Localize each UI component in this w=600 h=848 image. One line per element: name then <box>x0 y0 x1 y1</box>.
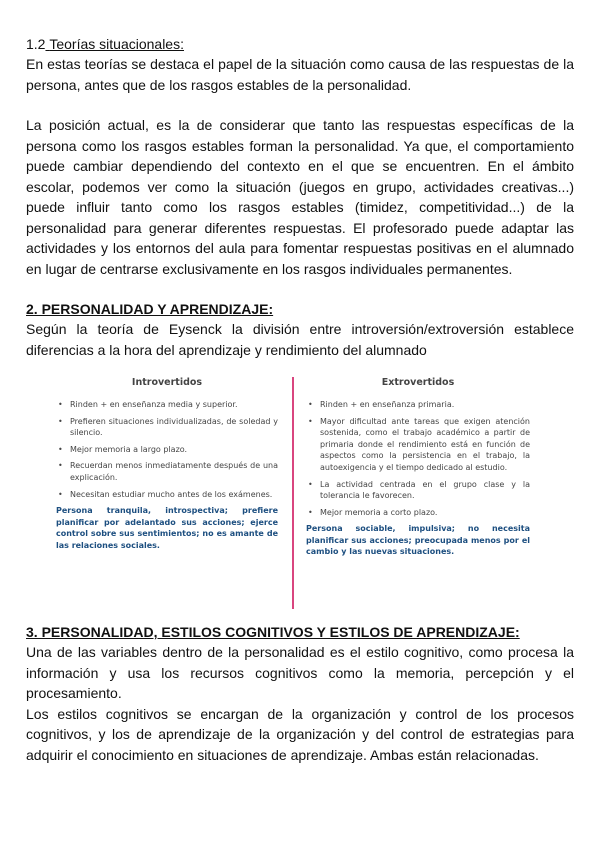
section-1-2-paragraph: La posición actual, es la de considerar que tanto las respuestas específicas de la persona como los rasgos estables forman la personalidad. Ya que, el comportamiento puede cambiar dependiendo del contexto en el que se encuentren. En el ámbito escolar, podemos ver como la situación (juegos en grupo, actividades creativas...) puede influir tanto como los rasgos estables (timidez, competitividad...) de la personalidad para generar diferentes respuestas. El profesorado puede adaptar las actividades y los entornos del aula para fomentar respuestas positivas en el alumnado en lugar de centrarse exclusivamente en los rasgos individuales permanentes. <box>26 117 574 277</box>
introvert-extrovert-comparison <box>56 377 536 609</box>
introvert-title: Introvertidos <box>131 377 203 388</box>
section-2-paragraph: Según la teoría de Eysenck la división entre introversión/extroversión establece diferencias a la hora del aprendizaje y rendimiento del alumnado <box>26 321 574 358</box>
section-1-2-heading <box>26 34 574 54</box>
section-1-2-title: Teorías situacionales: <box>49 36 184 52</box>
section-1-2-number: 1.2 <box>26 36 46 52</box>
section-3 <box>26 622 574 765</box>
section-2-heading: 2. PERSONALIDAD Y APRENDIZAJE: <box>26 301 274 317</box>
list-item: • Rinden + en enseñanza media y superior. <box>58 400 238 409</box>
introvert-column <box>56 377 278 551</box>
extrovert-list <box>306 399 530 518</box>
section-1-2-intro: En estas teorías se destaca el papel de la situación como causa de las respuestas de la persona, antes que de los rasgos estables de la personalidad. <box>26 56 574 93</box>
list-item: • Mejor memoria a corto plazo. <box>308 507 438 517</box>
list-item: • Mejor memoria a largo plazo. <box>58 444 188 454</box>
list-item: • Rinden + en enseñanza primaria. <box>308 400 455 409</box>
extrovert-title: Extrovertidos <box>381 377 455 388</box>
introvert-summary: Persona tranquila, introspectiva; prefiere planificar por adelantado sus acciones; ejerce control sobre sus sentimientos; no es amante de las relaciones sociales. <box>56 506 278 550</box>
list-item: • Prefieren situaciones individualizadas, de soledad y silencio. <box>58 416 278 438</box>
document-page <box>26 34 574 360</box>
introvert-list <box>56 399 278 500</box>
column-divider <box>292 377 294 609</box>
list-item: • Recuerdan menos inmediatamente después de una explicación. <box>58 461 278 482</box>
section-3-paragraph-2: Los estilos cognitivos se encargan de la organización y control de los procesos cognitivos, y los de aprendizaje de la organización y del control de estrategias para adquirir el conocimiento en situaciones de aprendizaje. Ambas están relacionadas. <box>26 705 574 763</box>
extrovert-column <box>306 377 530 558</box>
section-3-paragraph-1: Una de las variables dentro de la personalidad es el estilo cognitivo, como procesa la información y usa los recursos cognitivos como la memoria, percepción y el procesamiento. <box>26 644 574 701</box>
extrovert-summary: Persona sociable, impulsiva; no necesita planificar sus acciones; preocupada menos por el cambio y las nuevas situaciones. <box>306 524 530 557</box>
section-3-heading: 3. PERSONALIDAD, ESTILOS COGNITIVOS Y ESTILOS DE APRENDIZAJE: <box>26 624 520 640</box>
list-item: • La actividad centrada en el grupo clase y la tolerancia le favorecen. <box>308 479 530 501</box>
list-item: • Mayor dificultad ante tareas que exigen atención sostenida, como el trabajo académico a partir de primaria donde el rendimiento está en función de aspectos como la persistencia en el trabajo, la autoexigencia y el tiempo dedicado al estudio. <box>308 416 530 472</box>
list-item: • Necesitan estudiar mucho antes de los exámenes. <box>58 489 273 499</box>
